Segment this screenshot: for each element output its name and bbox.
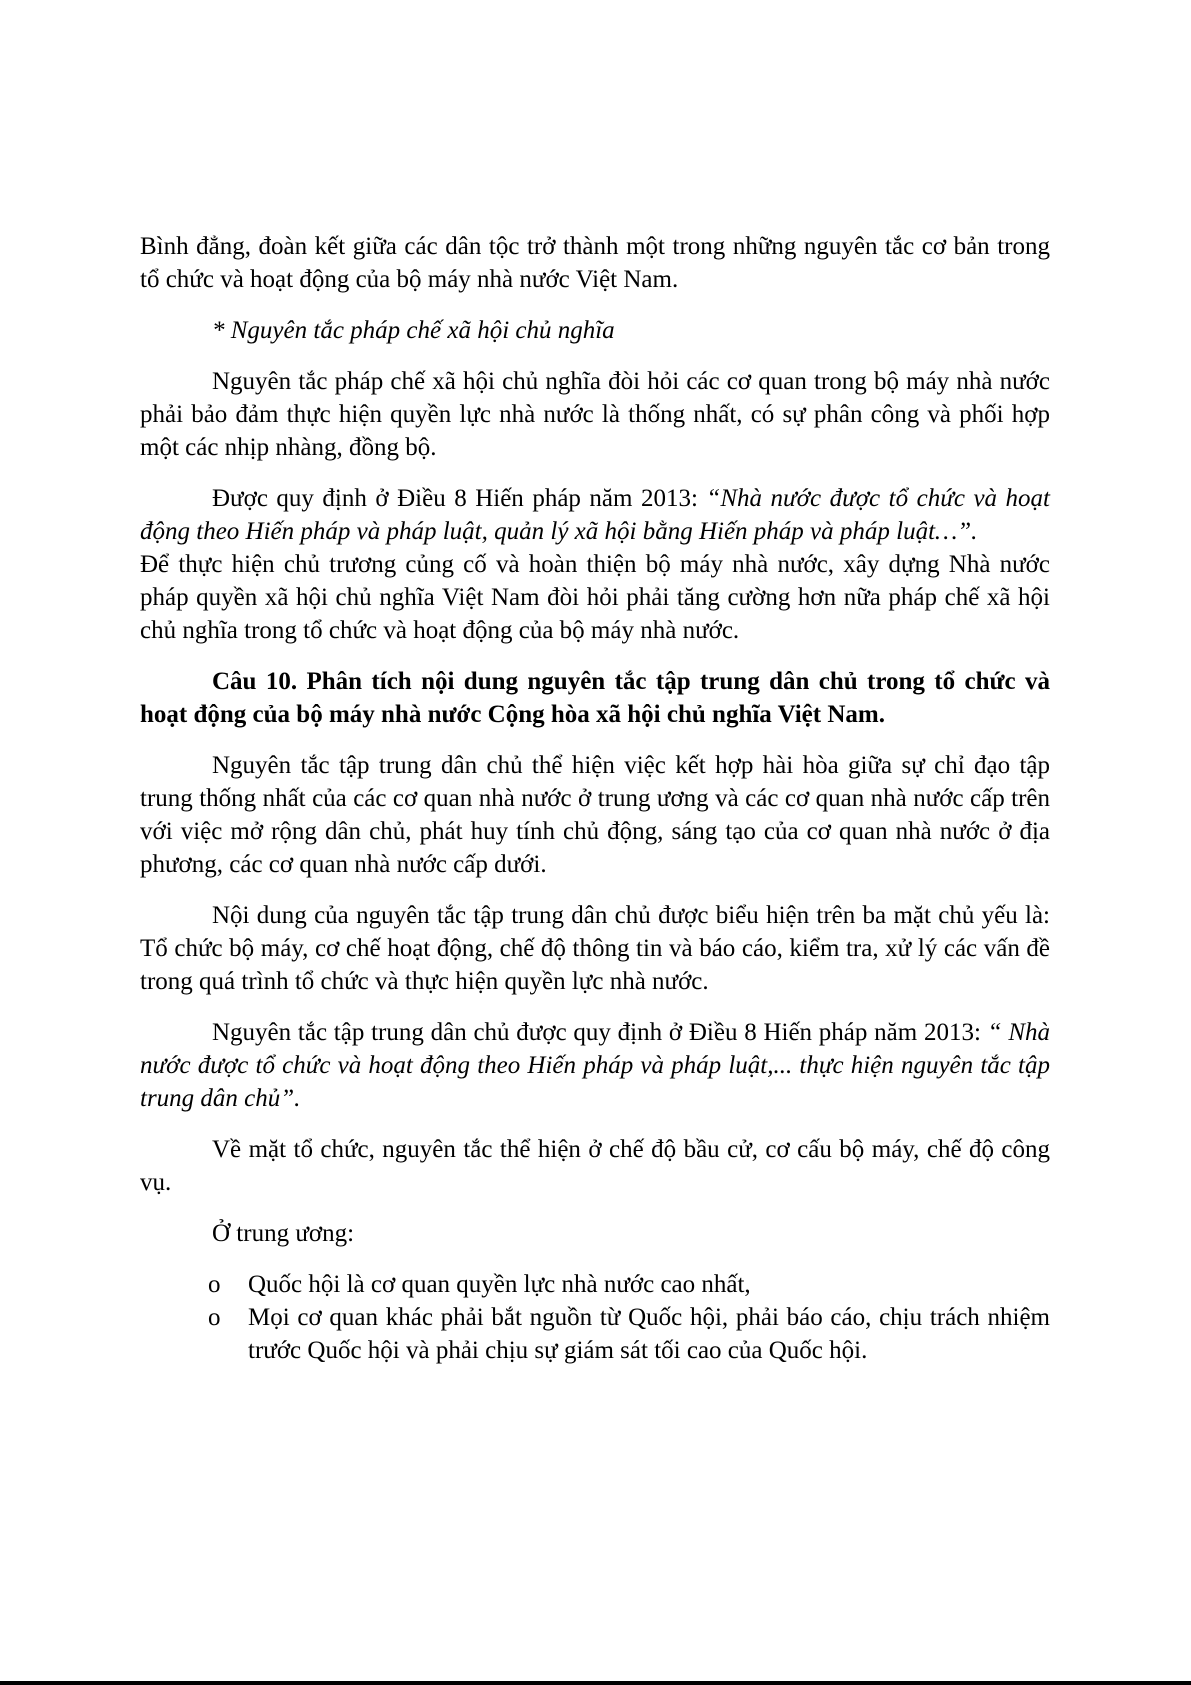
paragraph-constitution-article-8 [140,482,1050,548]
paragraph-democratic-centralism-constitution [140,1016,1050,1115]
paragraph-strengthen-legality: Để thực hiện chủ trương củng cố và hoàn thiện bộ máy nhà nước, xây dựng Nhà nước pháp quyền xã hội chủ nghĩa Việt Nam đòi hỏi phải tăng cường hơn nữa pháp chế xã hội chủ nghĩa trong tổ chức và hoạt động của bộ máy nhà nước. [140,551,1050,644]
question-10-heading: Câu 10. Phân tích nội dung nguyên tắc tập trung dân chủ trong tổ chức và hoạt động của bộ máy nhà nước Cộng hòa xã hội chủ nghĩa Việt Nam. [140,668,1050,728]
list-item [208,1268,1050,1301]
paragraph-ethnic-equality: Bình đẳng, đoàn kết giữa các dân tộc trở thành một trong những nguyên tắc cơ bản trong tổ chức và hoạt động của bộ máy nhà nước Việt Nam. [140,233,1050,293]
bullet-circle-icon: o [208,1271,221,1298]
paragraph-democratic-centralism-content: Nội dung của nguyên tắc tập trung dân chủ được biểu hiện trên ba mặt chủ yếu là: Tổ chức bộ máy, cơ chế hoạt động, chế độ thông tin và báo cáo, kiểm tra, xử lý các vấn đề trong quá trình tổ chức và thực hiện quyền lực nhà nước. [140,902,1050,995]
paragraph-socialist-legality: Nguyên tắc pháp chế xã hội chủ nghĩa đòi hỏi các cơ quan trong bộ máy nhà nước phải bảo đảm thực hiện quyền lực nhà nước là thống nhất, có sự phân công và phối hợp một các nhịp nhàng, đồng bộ. [140,368,1050,461]
constitution-lead-text: Được quy định ở Điều 8 Hiến pháp năm 2013: [212,485,707,512]
paragraph-central-level: Ở trung ương: [212,1220,355,1247]
democratic-centralism-lead-text: Nguyên tắc tập trung dân chủ được quy định ở Điều 8 Hiến pháp năm 2013: [212,1019,981,1046]
constitution-quote: “Nhà nước được tổ chức và hoạt động theo Hiến pháp và pháp luật, quản lý xã hội bằng Hiến pháp và pháp luật…”. [140,485,1050,545]
list-item-text: Quốc hội là cơ quan quyền lực nhà nước cao nhất, [248,1271,751,1298]
central-level-list [208,1268,1050,1367]
paragraph-organization-aspect: Về mặt tổ chức, nguyên tắc thể hiện ở chế độ bầu cử, cơ cấu bộ máy, chế độ công vụ. [140,1136,1050,1196]
page-bottom-rule [0,1681,1191,1685]
section-heading-socialist-legality: * Nguyên tắc pháp chế xã hội chủ nghĩa [212,317,615,344]
list-item [208,1301,1050,1367]
paragraph-democratic-centralism-definition: Nguyên tắc tập trung dân chủ thể hiện việc kết hợp hài hòa giữa sự chỉ đạo tập trung thống nhất của các cơ quan nhà nước ở trung ương và các cơ quan nhà nước cấp trên với việc mở rộng dân chủ, phát huy tính chủ động, sáng tạo của cơ quan nhà nước ở địa phương, các cơ quan nhà nước cấp dưới. [140,752,1050,878]
democratic-centralism-quote: “ Nhà nước được tổ chức và hoạt động theo Hiến pháp và pháp luật,... thực hiện nguyên tắc tập trung dân chủ”. [140,1019,1051,1112]
list-item-text: Mọi cơ quan khác phải bắt nguồn từ Quốc hội, phải báo cáo, chịu trách nhiệm trước Quốc hội và phải chịu sự giám sát tối cao của Quốc hội. [248,1304,1050,1364]
document-page [140,230,1050,1367]
bullet-circle-icon: o [208,1304,221,1331]
